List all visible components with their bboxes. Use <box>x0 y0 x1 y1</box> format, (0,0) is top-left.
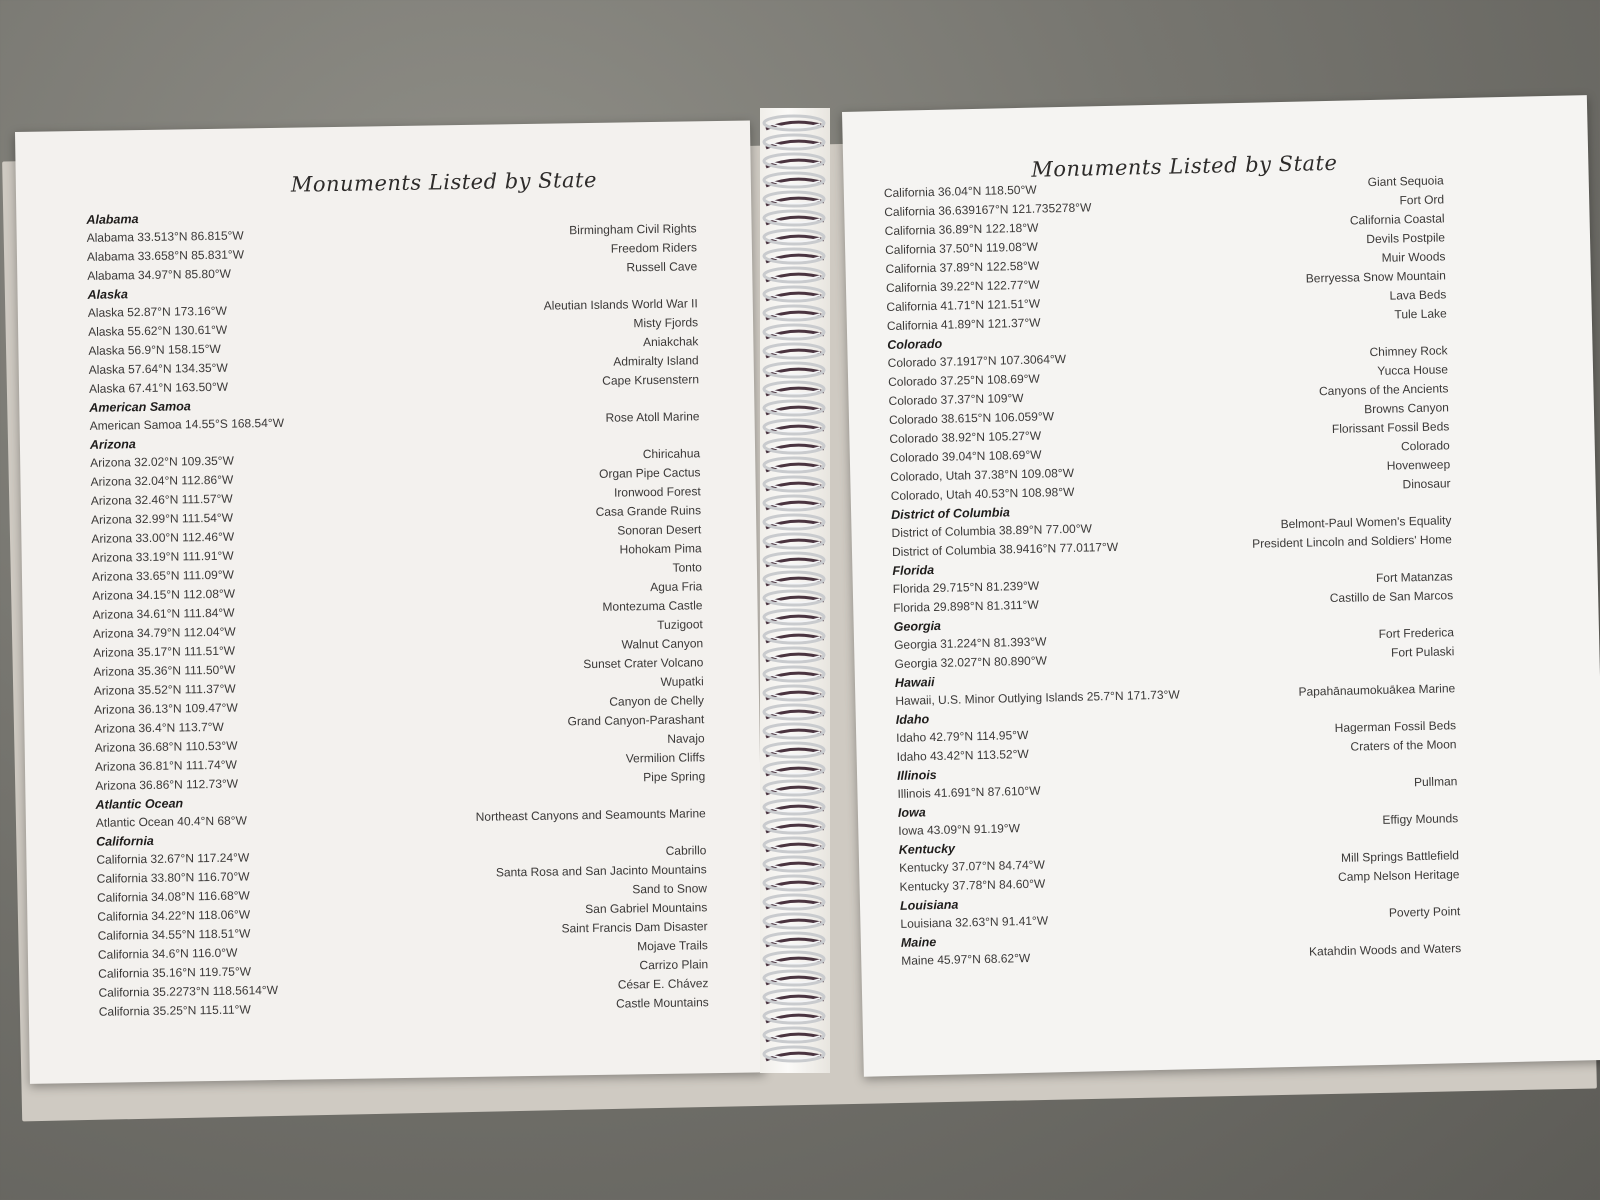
monument-list <box>86 201 709 1021</box>
location-coordinates: Arizona 35.17°N 111.51°W <box>93 643 236 660</box>
location-coordinates: California 32.67°N 117.24°W <box>96 850 250 867</box>
spiral-binding <box>752 108 836 1073</box>
location-coordinates: Arizona 36.81°N 111.74°W <box>94 757 237 774</box>
monument-name: Aleutian Islands World War II <box>543 296 698 313</box>
state-heading: Florida <box>892 563 935 578</box>
location-coordinates: Colorado, Utah 40.53°N 108.98°W <box>890 484 1075 503</box>
monument-name: Navajo <box>667 731 705 746</box>
location-coordinates: Georgia 31.224°N 81.393°W <box>893 634 1047 652</box>
location-coordinates: Arizona 33.19°N 111.91°W <box>91 548 234 565</box>
state-heading: Atlantic Ocean <box>95 796 184 812</box>
location-coordinates: Idaho 43.42°N 113.52°W <box>896 746 1029 764</box>
location-coordinates: Florida 29.898°N 81.311°W <box>893 597 1039 615</box>
monument-name: Florissant Fossil Beds <box>1331 419 1450 436</box>
location-coordinates: Alaska 57.64°N 134.35°W <box>88 360 228 377</box>
location-coordinates: California 35.25°N 115.11°W <box>98 1002 251 1019</box>
monument-name: Santa Rosa and San Jacinto Mountains <box>495 862 707 880</box>
location-coordinates: Florida 29.715°N 81.239°W <box>892 578 1040 596</box>
monument-name: Freedom Riders <box>610 240 698 256</box>
location-coordinates: Alabama 34.97°N 85.80°W <box>87 266 232 283</box>
monument-name: Tule Lake <box>1394 306 1447 322</box>
monument-name: Chimney Rock <box>1369 343 1448 360</box>
location-coordinates: California 34.55°N 118.51°W <box>97 926 251 943</box>
location-coordinates: Arizona 35.52°N 111.37°W <box>93 681 236 698</box>
state-heading: Illinois <box>896 768 937 783</box>
monument-name: Giant Sequoia <box>1367 173 1444 190</box>
location-coordinates: Alaska 67.41°N 163.50°W <box>88 379 229 396</box>
location-coordinates: Colorado 38.615°N 106.059°W <box>888 409 1055 428</box>
monument-name: Effigy Mounds <box>1382 811 1459 827</box>
state-heading: Hawaii <box>894 675 935 690</box>
left-page <box>15 120 765 1083</box>
page-title: Monuments Listed by State <box>290 167 598 197</box>
monument-name: Montezuma Castle <box>602 598 703 614</box>
location-coordinates: California 34.6°N 116.0°W <box>97 945 238 962</box>
monument-name: Walnut Canyon <box>621 636 704 652</box>
right-page <box>842 95 1600 1077</box>
location-coordinates: California 34.22°N 118.06°W <box>97 907 251 924</box>
location-coordinates: Arizona 34.15°N 112.08°W <box>92 586 236 603</box>
location-coordinates: California 41.71°N 121.51°W <box>886 296 1041 315</box>
monument-name: Hagerman Fossil Beds <box>1334 718 1457 735</box>
monument-name: Castillo de San Marcos <box>1329 588 1454 606</box>
monument-name: Sonoran Desert <box>617 522 702 538</box>
monument-name: San Gabriel Mountains <box>585 900 708 917</box>
location-coordinates: Arizona 32.46°N 111.57°W <box>90 491 233 508</box>
monument-name: Pullman <box>1413 774 1458 790</box>
monument-name: Tonto <box>672 560 703 575</box>
state-heading: Alaska <box>87 287 128 302</box>
monument-name: Birmingham Civil Rights <box>569 221 697 238</box>
monument-name: Mojave Trails <box>637 938 708 954</box>
location-coordinates: Arizona 32.99°N 111.54°W <box>90 510 234 527</box>
location-coordinates: Alaska 56.9°N 158.15°W <box>88 341 221 358</box>
location-coordinates: Arizona 32.02°N 109.35°W <box>90 453 234 470</box>
location-coordinates: Arizona 32.04°N 112.86°W <box>90 472 234 489</box>
monument-name: Wupatki <box>660 674 704 689</box>
monument-name: Vermilion Cliffs <box>625 750 706 766</box>
location-coordinates: California 36.04°N 118.50°W <box>883 182 1037 201</box>
monument-name: Dinosaur <box>1402 476 1451 492</box>
monument-name: Russell Cave <box>626 259 698 275</box>
monument-name: Muir Woods <box>1381 249 1446 265</box>
location-coordinates: California 37.89°N 122.58°W <box>885 258 1040 277</box>
state-heading: American Samoa <box>89 399 191 415</box>
location-coordinates: Hawaii, U.S. Minor Outlying Islands 25.7°N 171.73°W <box>895 687 1180 708</box>
location-coordinates: Kentucky 37.07°N 84.74°W <box>899 857 1045 875</box>
monument-list <box>884 171 1462 971</box>
monument-name: President Lincoln and Soldiers' Home <box>1252 532 1453 551</box>
location-coordinates: California 37.50°N 119.08°W <box>884 239 1039 258</box>
monument-name: Lava Beds <box>1389 287 1447 303</box>
location-coordinates: California 41.89°N 121.37°W <box>886 315 1041 334</box>
location-coordinates: Arizona 33.00°N 112.46°W <box>91 529 235 546</box>
monument-name: Grand Canyon-Parashant <box>567 712 705 729</box>
monument-name: Canyon de Chelly <box>609 693 705 709</box>
page-title: Monuments Listed by State <box>1031 150 1338 182</box>
state-heading: Georgia <box>893 618 942 634</box>
monument-name: Rose Atoll Marine <box>605 409 700 425</box>
monument-name: Carrizo Plain <box>639 957 709 973</box>
monument-name: Agua Fria <box>650 579 703 595</box>
monument-name: Misty Fjords <box>633 315 699 331</box>
location-coordinates: Idaho 42.79°N 114.95°W <box>896 727 1029 745</box>
location-coordinates: Kentucky 37.78°N 84.60°W <box>899 876 1046 894</box>
location-coordinates: Alaska 55.62°N 130.61°W <box>88 322 228 339</box>
monument-name: Fort Ord <box>1399 192 1445 208</box>
monument-name: Katahdin Woods and Waters <box>1308 941 1462 959</box>
monument-name: Devils Postpile <box>1366 230 1446 247</box>
location-coordinates: California 36.89°N 122.18°W <box>884 220 1039 239</box>
monument-name: Yucca House <box>1377 362 1449 378</box>
location-coordinates: Arizona 33.65°N 111.09°W <box>91 567 234 584</box>
location-coordinates: Colorado 38.92°N 105.27°W <box>889 428 1042 447</box>
location-coordinates: Colorado 37.25°N 108.69°W <box>887 371 1040 390</box>
monument-name: Sand to Snow <box>632 881 708 897</box>
state-heading: Idaho <box>895 712 930 727</box>
location-coordinates: California 33.80°N 116.70°W <box>96 869 250 886</box>
location-coordinates: California 35.16°N 119.75°W <box>98 964 252 981</box>
location-coordinates: American Samoa 14.55°S 168.54°W <box>89 415 285 433</box>
location-coordinates: District of Columbia 38.89°N 77.00°W <box>891 521 1093 540</box>
monument-name: Browns Canyon <box>1364 400 1450 417</box>
location-coordinates: Maine 45.97°N 68.62°W <box>901 950 1031 968</box>
location-coordinates: Arizona 34.61°N 111.84°W <box>92 605 235 622</box>
location-coordinates: Alabama 33.513°N 86.815°W <box>86 228 244 245</box>
monument-name: Fort Matanzas <box>1375 569 1453 586</box>
state-heading: Colorado <box>887 336 943 353</box>
location-coordinates: Arizona 36.13°N 109.47°W <box>93 700 238 717</box>
monument-name: Ironwood Forest <box>613 484 701 500</box>
monument-name: Northeast Canyons and Seamounts Marine <box>475 806 706 824</box>
monument-name: Cabrillo <box>665 843 707 858</box>
monument-name: Papahānaumokuākea Marine <box>1298 681 1456 699</box>
location-coordinates: California 36.639167°N 121.735278°W <box>884 200 1092 220</box>
monument-name: Mill Springs Battlefield <box>1340 848 1460 865</box>
monument-name: Sunset Crater Volcano <box>583 655 704 672</box>
monument-name: Castle Mountains <box>615 995 709 1011</box>
location-coordinates: Illinois 41.691°N 87.610°W <box>897 783 1041 801</box>
monument-name: Berryessa Snow Mountain <box>1305 268 1447 286</box>
location-coordinates: Alabama 33.658°N 85.831°W <box>86 247 245 264</box>
state-heading: Louisiana <box>899 897 959 913</box>
location-coordinates: Arizona 35.36°N 111.50°W <box>93 662 236 679</box>
monument-name: Hovenweep <box>1386 457 1451 473</box>
monument-name: Organ Pipe Cactus <box>598 465 701 481</box>
monument-name: Aniakchak <box>642 334 699 350</box>
state-heading: Iowa <box>897 805 926 820</box>
state-heading: District of Columbia <box>890 505 1011 522</box>
monument-name: Saint Francis Dam Disaster <box>561 919 708 936</box>
monument-name: Belmont-Paul Women's Equality <box>1280 513 1452 532</box>
monument-name: Cape Krusenstern <box>602 372 700 388</box>
monument-name: Casa Grande Ruins <box>595 503 702 519</box>
location-coordinates: California 34.08°N 116.68°W <box>96 888 250 905</box>
location-coordinates: Iowa 43.09°N 91.19°W <box>898 821 1021 838</box>
state-heading: Kentucky <box>898 841 956 857</box>
location-coordinates: Colorado 37.1917°N 107.3064°W <box>887 351 1067 371</box>
location-coordinates: Colorado 39.04°N 108.69°W <box>889 447 1042 466</box>
monument-name: César E. Chávez <box>617 976 709 992</box>
monument-name: Poverty Point <box>1388 904 1461 920</box>
location-coordinates: Colorado, Utah 37.38°N 109.08°W <box>890 465 1075 484</box>
location-coordinates: Louisiana 32.63°N 91.41°W <box>900 913 1049 931</box>
location-coordinates: California 39.22°N 122.77°W <box>885 277 1040 296</box>
monument-name: Fort Frederica <box>1378 625 1455 641</box>
monument-name: Canyons of the Ancients <box>1318 381 1449 399</box>
location-coordinates: Arizona 34.79°N 112.04°W <box>92 624 236 641</box>
state-heading: Maine <box>900 935 937 950</box>
monument-name: Hohokam Pima <box>619 541 702 557</box>
location-coordinates: Arizona 36.4°N 113.7°W <box>94 719 224 736</box>
location-coordinates: Alaska 52.87°N 173.16°W <box>87 303 227 320</box>
location-coordinates: Colorado 37.37°N 109°W <box>888 390 1024 409</box>
location-coordinates: Arizona 36.68°N 110.53°W <box>94 738 238 755</box>
location-coordinates: Georgia 32.027°N 80.890°W <box>894 653 1048 671</box>
monument-name: California Coastal <box>1349 211 1445 228</box>
location-coordinates: Arizona 36.86°N 112.73°W <box>95 776 239 793</box>
state-heading: California <box>96 833 154 849</box>
location-coordinates: District of Columbia 38.9416°N 77.0117°W <box>891 539 1119 559</box>
monument-name: Pipe Spring <box>643 769 706 785</box>
location-coordinates: Atlantic Ocean 40.4°N 68°W <box>95 813 247 830</box>
monument-name: Chiricahua <box>642 446 701 462</box>
location-coordinates: California 35.2273°N 118.5614°W <box>98 982 279 1000</box>
monument-name: Camp Nelson Heritage <box>1337 867 1460 884</box>
monument-name: Craters of the Moon <box>1350 737 1457 754</box>
monument-name: Tuzigoot <box>657 617 703 632</box>
state-heading: Arizona <box>89 437 136 452</box>
coil-rings <box>752 108 836 1073</box>
state-heading: Alabama <box>86 212 139 227</box>
monument-name: Fort Pulaski <box>1390 644 1455 660</box>
monument-name: Admiralty Island <box>613 353 699 369</box>
monument-name: Colorado <box>1400 438 1450 454</box>
